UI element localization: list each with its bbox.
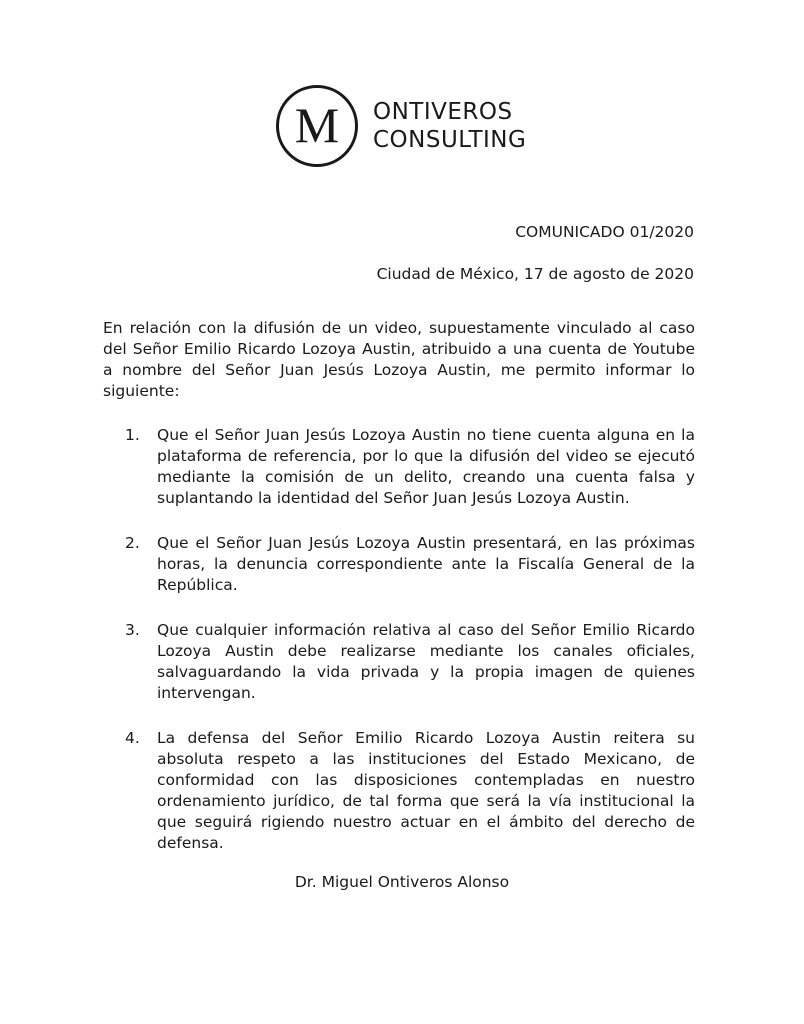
point-item bbox=[103, 425, 695, 509]
point-number: 3. bbox=[125, 621, 140, 639]
signature-name: Dr. Miguel Ontiveros Alonso bbox=[294, 873, 510, 891]
document-header bbox=[377, 222, 694, 284]
numbered-points bbox=[103, 425, 695, 878]
point-text: Que el Señor Juan Jesús Lozoya Austin no tiene cuenta alguna en la plataforma de referencia, por lo que la difusión del video se ejecutó mediante la comisión de un delito, creando una cuenta falsa y suplantando la identidad del Señor Juan Jesús Lozoya Austin. bbox=[157, 426, 695, 507]
point-text: Que cualquier información relativa al caso del Señor Emilio Ricardo Lozoya Austin debe realizarse mediante los canales oficiales, salvaguardando la vida privada y la propia imagen de quienes intervengan. bbox=[157, 621, 695, 702]
company-logo bbox=[275, 84, 526, 168]
point-item bbox=[103, 620, 695, 704]
intro-paragraph: En relación con la difusión de un video, supuestamente vinculado al caso del Señor Emilio Ricardo Lozoya Austin, atribuido a una cuenta de Youtube a nombre del Señor Juan Jesús Lozoya Austin, me permito informar lo siguiente: bbox=[103, 319, 695, 400]
place-and-date: Ciudad de México, 17 de agosto de 2020 bbox=[376, 265, 694, 283]
point-item bbox=[103, 533, 695, 596]
point-item bbox=[103, 728, 695, 854]
logo-monogram: M bbox=[294, 97, 340, 153]
logo-wordmark bbox=[373, 98, 526, 154]
communique-number: COMUNICADO 01/2020 bbox=[515, 223, 694, 241]
monogram-circle-logo bbox=[275, 84, 359, 168]
logo-line-1: ONTIVEROS bbox=[373, 99, 513, 125]
point-text: La defensa del Señor Emilio Ricardo Lozoya Austin reitera su absoluta respeto a las instituciones del Estado Mexicano, de conformidad con las disposiciones contempladas en nuestro ordenamiento jurídico, de tal forma que será la vía institucional la que seguirá rigiendo nuestro actuar en el ámbito del derecho de defensa. bbox=[157, 729, 695, 852]
point-number: 2. bbox=[125, 534, 140, 552]
point-text: Que el Señor Juan Jesús Lozoya Austin presentará, en las próximas horas, la denuncia correspondiente ante la Fiscalía General de la República. bbox=[157, 534, 695, 594]
point-number: 4. bbox=[125, 729, 140, 747]
point-number: 1. bbox=[125, 426, 140, 444]
logo-line-2: CONSULTING bbox=[373, 127, 527, 153]
